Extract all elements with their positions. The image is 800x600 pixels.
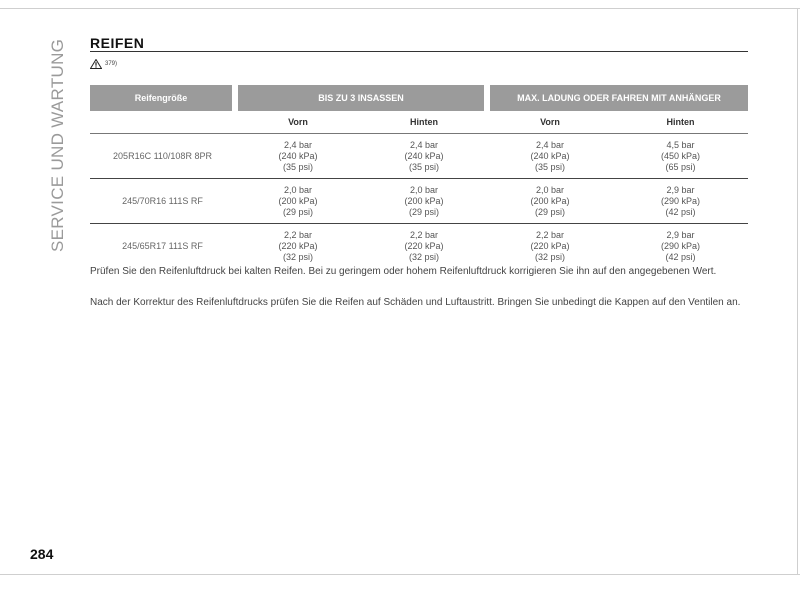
- pressure-kpa: (290 kPa): [660, 195, 701, 206]
- frame-right-border: [797, 8, 798, 575]
- warning-ref-number: 379): [105, 61, 118, 67]
- table-row: [90, 224, 748, 269]
- pressure-bar: 2,0 bar: [535, 184, 565, 195]
- pressure-kpa: (200 kPa): [530, 195, 570, 206]
- subheader-rear: Hinten: [361, 111, 487, 134]
- pressure-bar: 2,0 bar: [409, 184, 439, 195]
- pressure-bar: 4,5 bar: [666, 139, 695, 150]
- pressure-psi: (29 psi): [282, 206, 313, 217]
- pressure-cell: [235, 224, 361, 269]
- pressure-psi: (65 psi): [665, 161, 696, 172]
- frame-top-border: [0, 8, 800, 9]
- pressure-kpa: (220 kPa): [530, 240, 570, 251]
- pressure-psi: (42 psi): [665, 206, 696, 217]
- subheader-rear: Hinten: [613, 111, 748, 134]
- warning-reference: [90, 59, 117, 69]
- section-title: REIFEN: [90, 35, 145, 51]
- pressure-psi: (35 psi): [534, 161, 565, 172]
- pressure-kpa: (220 kPa): [404, 240, 444, 251]
- frame-bottom-border: [0, 574, 800, 575]
- pressure-psi: (32 psi): [282, 251, 313, 262]
- pressure-kpa: (240 kPa): [530, 150, 570, 161]
- tyre-size-cell: 205R16C 110/108R 8PR: [90, 134, 235, 179]
- pressure-bar: 2,2 bar: [409, 229, 439, 240]
- warning-triangle-icon: [90, 59, 102, 69]
- pressure-kpa: (450 kPa): [660, 150, 701, 161]
- table-row: [90, 179, 748, 224]
- pressure-bar: 2,4 bar: [409, 139, 439, 150]
- pressure-cell: [235, 134, 361, 179]
- table-row: [90, 134, 748, 179]
- header-up-to-3-occupants: BIS ZU 3 INSASSEN: [235, 85, 487, 111]
- pressure-psi: (35 psi): [282, 161, 313, 172]
- pressure-cell: [361, 134, 487, 179]
- pressure-cell: [487, 134, 613, 179]
- pressure-cell: [613, 224, 748, 269]
- pressure-kpa: (200 kPa): [278, 195, 318, 206]
- pressure-kpa: (290 kPa): [660, 240, 701, 251]
- pressure-kpa: (240 kPa): [278, 150, 318, 161]
- pressure-psi: (29 psi): [534, 206, 565, 217]
- pressure-cell: [487, 179, 613, 224]
- pressure-cell: [361, 224, 487, 269]
- pressure-cell: [613, 179, 748, 224]
- title-rule: [90, 51, 748, 52]
- header-max-load-or-trailer: MAX. LADUNG ODER FAHREN MIT ANHÄNGER: [487, 85, 748, 111]
- pressure-bar: 2,2 bar: [535, 229, 565, 240]
- table-subheader-row: [90, 111, 748, 134]
- tyre-size-cell: 245/65R17 111S RF: [122, 240, 203, 251]
- pressure-bar: 2,2 bar: [283, 229, 313, 240]
- tyre-size-cell: 245/70R16 111S RF: [90, 179, 235, 224]
- pressure-psi: (32 psi): [408, 251, 439, 262]
- pressure-psi: (42 psi): [665, 251, 696, 262]
- subheader-front: Vorn: [487, 111, 613, 134]
- pressure-psi: (29 psi): [408, 206, 439, 217]
- pressure-cell: [487, 224, 613, 269]
- header-tyre-size: Reifengröße: [90, 85, 235, 111]
- pressure-kpa: (200 kPa): [404, 195, 444, 206]
- pressure-kpa: (240 kPa): [404, 150, 444, 161]
- pressure-kpa: (220 kPa): [278, 240, 318, 251]
- pressure-bar: 2,9 bar: [666, 229, 695, 240]
- subheader-empty: [90, 111, 235, 134]
- chapter-side-label: SERVICE UND WARTUNG: [48, 38, 67, 252]
- pressure-bar: 2,4 bar: [283, 139, 313, 150]
- pressure-bar: 2,0 bar: [283, 184, 313, 195]
- pressure-cell: [361, 179, 487, 224]
- pressure-cell: [613, 134, 748, 179]
- pressure-psi: (35 psi): [408, 161, 439, 172]
- subheader-front: Vorn: [235, 111, 361, 134]
- pressure-psi: (32 psi): [534, 251, 565, 262]
- pressure-bar: 2,4 bar: [535, 139, 565, 150]
- pressure-cell: [235, 179, 361, 224]
- note-paragraph-cold-tyres: Prüfen Sie den Reifenluftdruck bei kalten Reifen. Bei zu geringem oder hohem Reifenluftdruck korrigieren Sie ihn auf den angegebenen Wert.: [90, 266, 717, 277]
- page-number: 284: [30, 546, 54, 562]
- pressure-bar: 2,9 bar: [666, 184, 695, 195]
- note-paragraph-valve-caps: Nach der Korrektur des Reifenluftdrucks prüfen Sie die Reifen auf Schäden und Luftaustritt. Bringen Sie unbedingt die Kappen auf den Ventilen an.: [90, 297, 741, 308]
- table-header-row: [90, 85, 748, 111]
- tyre-pressure-table: [90, 85, 748, 268]
